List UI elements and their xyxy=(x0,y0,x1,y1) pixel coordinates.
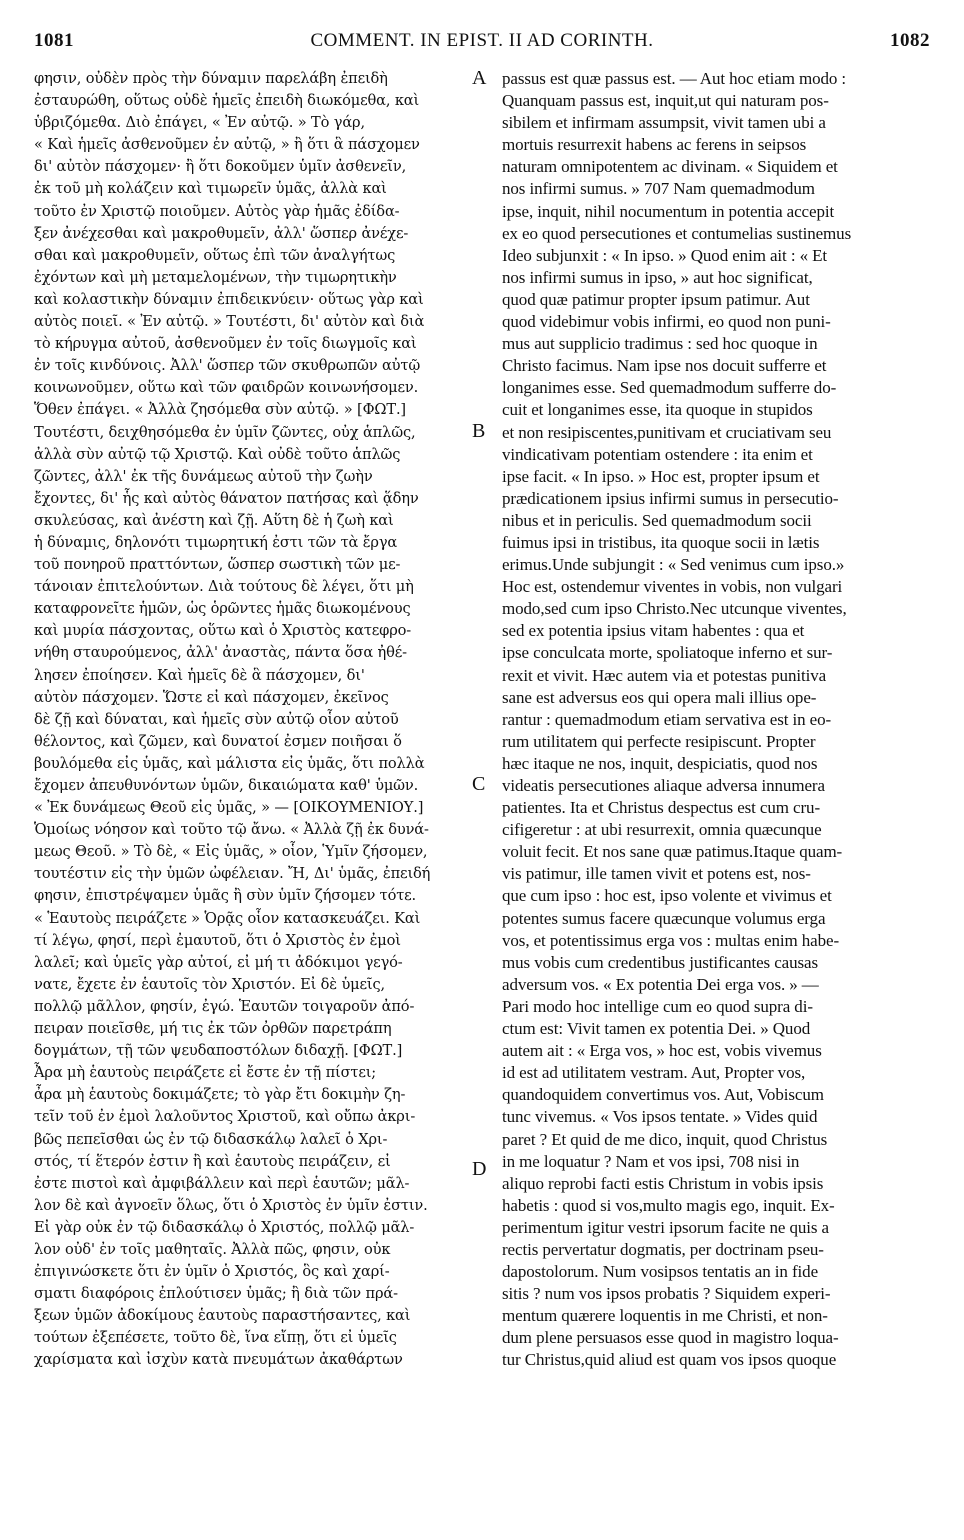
greek-text-line: καὶ κολαστικὴν δύναμιν ἐπιδεικνύειν· οὕτως γὰρ καὶ xyxy=(34,290,424,308)
latin-text-line: rum utilitatem qui perfecte resipiscunt. Propter xyxy=(502,731,816,751)
latin-text-line: prædicationem ipsius infirmi sumus in persecutio- xyxy=(502,488,839,508)
greek-text-line: « Καὶ ἡμεῖς ἀσθενοῦμεν ἐν αὐτῷ, » ἢ ὅτι ἃ πάσχομεν xyxy=(34,136,420,154)
greek-text-line: κοινωνοῦμεν, οὕτω καὶ τῶν φαιδρῶν κοινωνήσομεν. xyxy=(34,379,419,397)
greek-text-line: μεως Θεοῦ. » Τὸ δὲ, « Εἰς ὑμᾶς, » οἷον, Ὑμῖν ζήσομεν, xyxy=(34,843,428,861)
greek-text-line: ἐν τοῖς κινδύνοις. Ἀλλ' ὥσπερ τῶν σκυθρωπῶν αὐτῷ xyxy=(34,357,421,375)
running-head xyxy=(34,30,930,60)
greek-text-line: βουλόμεθα εἰς ὑμᾶς, καὶ μάλιστα εἰς ὑμᾶς, ὅτι πολλὰ xyxy=(34,754,425,772)
greek-text-line: δὲ ζῇ καὶ δύναται, καὶ ἡμεῖς σὺν αὐτῷ οἷον αὐτοῦ xyxy=(34,710,399,728)
greek-text-line: καὶ μυρία πάσχοντας, οὕτω καὶ ὁ Χριστὸς κατεφρο- xyxy=(34,622,412,640)
greek-text-line: δογμάτων, τῇ τῶν ψευδαποστόλων διδαχῇ. [ΦΩΤ.] xyxy=(34,1042,403,1060)
latin-text-line: paret ? Et quid de me dico, inquit, quod Christus xyxy=(502,1129,828,1149)
latin-text-line: ctum est: Vivit tamen ex potentia Dei. » Quod xyxy=(502,1019,811,1039)
latin-text-line: mus vobis cum credentibus justificantes causas xyxy=(502,952,818,972)
latin-text-line: sibilem et infirmam assumpsit, vivit tamen ubi a xyxy=(502,113,826,133)
greek-text-line: τοῦτο ἐν Χριστῷ ποιοῦμεν. Αὐτὸς γὰρ ἡμᾶς ἐδίδα- xyxy=(34,202,400,220)
latin-text-line: Christo facimus. Nam ipse nos docuit sufferre et xyxy=(502,356,827,376)
latin-text-line: naturam omnipotentem ac divinam. « Siquidem et xyxy=(502,157,838,177)
greek-column xyxy=(34,68,488,1372)
greek-text-line: βῶς πεπεῖσθαι ὡς ἐν τῷ διδασκάλῳ λαλεῖ ὁ Χρι- xyxy=(34,1130,388,1148)
greek-text-line: σματι διαφόροις ἐπλούτισεν ὑμᾶς; ἢ διὰ τῶν πρά- xyxy=(34,1285,398,1303)
greek-text-line: « Ἑαυτοὺς πειράζετε » Ὁρᾷς οἷον κατασκευάζει. Καὶ xyxy=(34,909,421,927)
greek-text-line: φησιν, ἐπιστρέψαμεν ὑμᾶς ἢ σὺν ὑμῖν ζήσομεν τότε. xyxy=(34,887,417,905)
greek-text-line: ὑβριζόμεθα. Διὸ ἐπάγει, « Ἐν αὐτῷ. » Τὸ γάρ, xyxy=(34,114,365,132)
greek-text-line: ἔχομεν ἀπευθυνόντων ὑμῶν, δικαιώματα καθ' ὑμῶν. xyxy=(34,777,419,794)
greek-text-line: λησεν ἐποίησεν. Καὶ ἡμεῖς δὲ ἃ πάσχομεν, δι' xyxy=(34,666,365,684)
greek-text-line: νατε, ἔχετε ἐν ἑαυτοῖς τὸν Χριστόν. Εἰ δὲ ὑμεῖς, xyxy=(34,975,385,993)
latin-text-line: ex eo quod persecutiones et contumelias sustinemus xyxy=(502,223,852,243)
greek-text-line: ἐστε πιστοὶ καὶ ἀμφιβάλλειν καὶ περὶ ἑαυτῶν; μᾶλ- xyxy=(34,1174,410,1192)
greek-text-line: ἐπιγινώσκετε ὅτι ἐν ὑμῖν ὁ Χριστός, ὃς καὶ χαρί- xyxy=(34,1263,390,1281)
greek-text-line: ἡ δύναμις, δηλονότι τιμωρητική ἐστι τῶν τὰ ἔργα xyxy=(34,533,398,551)
greek-text-line: τεῖν τοῦ ἐν ἐμοὶ λαλοῦντος Χριστοῦ, καὶ οὔπω ἀκρι- xyxy=(34,1108,416,1126)
greek-text-line: τί λέγω, φησί, περὶ ἐμαυτοῦ, ὅτι ὁ Χριστὸς ἐν ἐμοὶ xyxy=(34,931,401,949)
latin-text-line: modo,sed cum ipso Christo.Nec utcunque viventes, xyxy=(502,599,847,619)
latin-text-line: adversum vos. « Ex potentia Dei erga vos. » — xyxy=(502,974,819,994)
greek-text-line: ἆρα μὴ ἑαυτοὺς δοκιμάζετε; τὸ γὰρ ἔτι δοκιμὴν ζη- xyxy=(34,1086,406,1104)
latin-text-line: que cum ipso : hoc est, ipso volente et vivimus et xyxy=(502,886,832,906)
latin-text-line: Ideo subjunxit : « In ipso. » Quod enim ait : « Et xyxy=(502,245,828,265)
latin-text-line: rantur : quemadmodum etiam servativa est in eo- xyxy=(502,709,832,729)
greek-text-line: Τουτέστι, δειχθησόμεθα ἐν ὑμῖν ζῶντες, οὐχ ἁπλῶς, xyxy=(34,423,416,441)
latin-text-line: voluit fecit. Et nos sane quæ patimus.Itaque quam- xyxy=(502,842,843,862)
latin-text-line: Quanquam passus est, inquit,ut qui naturam pos- xyxy=(502,91,829,111)
greek-text-line: λον οὐδ' ἐν τοῖς μαθηταῖς. Ἀλλὰ πῶς, φησιν, οὐκ xyxy=(34,1240,391,1258)
greek-text-line: λαλεῖ; καὶ ὑμεῖς γὰρ αὐτοί, εἰ μή τι ἀδόκιμοι γεγό- xyxy=(34,953,403,971)
greek-text-line: λον δὲ καὶ ἀγνοεῖν ὅλως, ὅτι ὁ Χριστὸς ἐν ὑμῖν ἐστιν. xyxy=(34,1196,428,1214)
latin-text-line: cifigeretur : at ubi resurrexit, omnia quæcunque xyxy=(502,820,822,840)
latin-text-line: rectis pervertatur dogmatis, per doctrinam pseu- xyxy=(502,1239,824,1259)
latin-text-line: quod quæ patimur propter ipsum patimur. Aut xyxy=(502,289,810,309)
greek-text-line: ξεων ὑμῶν ἀδοκίμους ἑαυτοὺς παραστήσαντες, καὶ xyxy=(34,1307,411,1325)
latin-text-line: id est ad utilitatem vestram. Aut, Propter vos, xyxy=(502,1063,806,1083)
page-number-right: 1082 xyxy=(890,30,930,51)
latin-text-line: sed ex potentia ipsius vitam habentes : qua et xyxy=(502,621,805,641)
greek-text-line: τουτέστιν εἰς τὴν ὑμῶν ὠφέλειαν. Ἤ, Δι' ὑμᾶς, ἐπειδή xyxy=(34,865,431,883)
latin-text-line: ipse facit. « In ipso. » Hoc est, propter ipsum et xyxy=(502,466,820,486)
latin-text-line: nibus et in periculis. Sed quemadmodum socii xyxy=(502,510,812,530)
greek-text-line: Εἰ γὰρ οὐκ ἐν τῷ διδασκάλῳ ὁ Χριστός, πολλῷ μᾶλ- xyxy=(34,1218,415,1236)
greek-text-line: « Ἐκ δυνάμεως Θεοῦ εἰς ὑμᾶς, » — [ΟΙΚΟΥΜΕΝΙΟΥ.] xyxy=(34,799,424,817)
latin-text-line: hæc itaque ne nos, inquit, despiciatis, quod nos xyxy=(502,753,818,773)
latin-text-line: aliquo reprobi facti estis Christum in vobis ipsis xyxy=(502,1173,824,1193)
latin-text-line: ipse, inquit, nihil nocumentum in potentia accepit xyxy=(502,201,835,221)
greek-text-line: ἐχόντων καὶ μὴ μεταμελομένων, τὴν τιμωρητικὴν xyxy=(34,268,397,286)
greek-text-line: νήθη σταυρούμενος, ἀλλ' ἀναστὰς, πάντα ὅσα ἠθέ- xyxy=(34,644,407,662)
greek-text-line: ἐσταυρώθη, οὕτως οὐδὲ ἡμεῖς ἐπειδὴ διωκόμεθα, καὶ xyxy=(34,92,420,110)
latin-text-line: erimus.Unde subjungit : « Sed venimus cum ipso.» xyxy=(502,555,845,575)
section-marker-c: C xyxy=(472,773,486,795)
section-marker-b: B xyxy=(472,420,486,442)
latin-text-line: fuimus ipsi in tristibus, ita quoque socii in lætis xyxy=(502,532,820,552)
latin-text-line: mus aut supplicio tradimus : sed hoc quoque in xyxy=(502,334,818,354)
greek-text-line: δι' αὐτὸν πάσχομεν· ἢ ὅτι δοκοῦμεν ὑμῖν ἀσθενεῖν, xyxy=(34,158,407,176)
latin-text-line: videatis persecutiones aliaque adversa innumera xyxy=(502,776,825,795)
latin-text-line: vis patimur, ille tamen vivit et potens est, nos- xyxy=(502,864,811,884)
greek-text-line: στός, τί ἕτερόν ἐστιν ἢ καὶ ἑαυτοὺς πειράζειν, εἰ xyxy=(34,1152,391,1170)
latin-text-line: mortuis resurrexit habens ac ferens in seipsos xyxy=(502,135,807,155)
latin-text-line: longanimes esse. Sed quemadmodum sufferre do- xyxy=(502,378,837,398)
greek-text-line: ζῶντες, ἀλλ' ἐκ τῆς δυνάμεως αὐτοῦ τὴν ζωὴν xyxy=(34,467,373,485)
latin-text-line: passus est quæ passus est. — Aut hoc etiam modo : xyxy=(502,69,847,88)
greek-text-line: τὸ κήρυγμα αὐτοῦ, ἀσθενοῦμεν ἐν τοῖς διωγμοῖς καὶ xyxy=(34,335,417,353)
section-marker-a: A xyxy=(472,67,487,89)
section-marker-d: D xyxy=(472,1158,487,1180)
latin-text-line: mentum quærere loquentis in me Christi, et non- xyxy=(502,1306,828,1326)
latin-text-line: rexit et vivit. Hæc autem via et potestas punitiva xyxy=(502,665,827,685)
greek-text-line: χαρίσματα καὶ ἰσχὺν κατὰ πνευμάτων ἀκαθάρτων xyxy=(34,1351,403,1369)
latin-column xyxy=(502,68,932,1372)
latin-text-line: nos infirmi sumus. » 707 Nam quemadmodum xyxy=(502,179,815,199)
greek-text-line: πολλῷ μᾶλλον, φησίν, ἐγώ. Ἑαυτῶν τοιγαροῦν ἀπό- xyxy=(34,997,415,1015)
greek-text-line: πειραν ποιεῖσθε, μή τις ἐκ τῶν ὀρθῶν παρετράπη xyxy=(34,1020,392,1038)
latin-text-line: Hoc est, ostendemur viventes in vobis, non vulgari xyxy=(502,577,843,597)
latin-text-line: potentes sumus facere quæcunque volumus erga xyxy=(502,908,826,928)
latin-text-line: patientes. Ita et Christus despectus est cum cru- xyxy=(502,798,821,818)
latin-text-line: et non resipiscentes,punitivam et cruciativam seu xyxy=(502,422,832,442)
latin-text-line: cuit et longanimes esse, ita quoque in stupidos xyxy=(502,400,813,420)
latin-text-line: ipse conculcata morte, spoliatoque inferno et sur- xyxy=(502,643,833,663)
greek-text-line: αὐτὸν πάσχομεν. Ὥστε εἰ καὶ πάσχομεν, ἐκεῖνος xyxy=(34,688,389,706)
greek-text-line: σθαι καὶ μακροθυμεῖν, οὕτως ἐπὶ τῶν ἀναλγήτως xyxy=(34,246,396,264)
latin-text-line: dum plene persuasos esse quod in magistro loqua- xyxy=(502,1328,839,1348)
latin-text-line: vindicativam potentiam ostendere : ita enim et xyxy=(502,444,813,464)
page-number-left: 1081 xyxy=(34,30,74,51)
greek-text-line: ἐκ τοῦ μὴ κολάζειν καὶ τιμωρεῖν ὑμᾶς, ἀλλὰ καὶ xyxy=(34,180,387,198)
latin-text-line: in me loquatur ? Nam et vos ipsi, 708 nisi in xyxy=(502,1151,800,1171)
latin-text-line: sane est adversus eos qui opera mali illius ope- xyxy=(502,687,817,707)
greek-text-line: Ὅθεν ἐπάγει. « Ἀλλὰ ζησόμεθα σὺν αὐτῷ. » [ΦΩΤ.] xyxy=(34,401,406,419)
latin-text-line: quandoquidem convertimus vos. Aut, Vobiscum xyxy=(502,1085,824,1105)
greek-text-line: ἔχοντες, δι' ἧς καὶ αὐτὸς θάνατον πατήσας καὶ ᾅδην xyxy=(34,489,419,507)
greek-text-line: τάνοιαν ἐπιτελούντων. Διὰ τούτους δὲ λέγει, ὅτι μὴ xyxy=(34,578,414,596)
greek-text-line: ξεν ἀνέχεσθαι καὶ μακροθυμεῖν, ἀλλ' ὥσπερ ἀνέχε- xyxy=(34,224,409,242)
greek-text-line: τούτων ἐξεπέσετε, τοῦτο δὲ, ἵνα εἴπῃ, ὅτι εἰ ὑμεῖς xyxy=(34,1329,397,1347)
running-title: COMMENT. IN EPIST. II AD CORINTH. xyxy=(310,30,654,51)
latin-text-line: dapostolorum. Num vosipsos tentatis an in fide xyxy=(502,1262,819,1282)
greek-text-line: αὐτὸς ποιεῖ. « Ἐν αὐτῷ. » Τουτέστι, δι' αὐτὸν καὶ διὰ xyxy=(34,313,425,331)
greek-text-line: ἀλλὰ σὺν αὐτῷ τῷ Χριστῷ. Καὶ οὐδὲ τοῦτο ἁπλῶς xyxy=(34,445,401,463)
latin-text-line: Pari modo hoc intellige cum eo quod supra di- xyxy=(502,996,813,1016)
latin-text-line: vos, et potentissimus erga vos : multas enim habe- xyxy=(502,930,840,950)
latin-text-line: autem ait : « Erga vos, » hoc est, vobis vivemus xyxy=(502,1041,822,1061)
greek-text-line: Ἆρα μὴ ἑαυτοὺς πειράζετε εἰ ἔστε ἐν τῇ πίστει; xyxy=(34,1064,377,1082)
latin-text-line: habetis : quod si vos,multo magis ego, inquit. Ex- xyxy=(502,1195,835,1215)
latin-text-line: perimentum igitur vestri ipsorum facite ne quis a xyxy=(502,1217,829,1237)
greek-text-line: καταφρονεῖτε ἡμῶν, ὡς ὁρῶντες ἡμᾶς διωκομένους xyxy=(34,600,411,618)
greek-text-line: σκυλεύσας, καὶ ἀνέστη καὶ ζῇ. Αὕτη δὲ ἡ ζωὴ καὶ xyxy=(34,511,394,529)
latin-text-line: tur Christus,quid aliud est quam vos ipsos quoque xyxy=(502,1350,837,1370)
latin-text-line: tunc vivemus. « Vos ipsos tentate. » Vides quid xyxy=(502,1107,818,1127)
greek-text-line: θέλοντος, καὶ ζῶμεν, καὶ δυνατοί ἐσμεν ποιῆσαι ὅ xyxy=(34,732,402,750)
latin-text-line: sitis ? num vos ipsos probatis ? Siquidem experi- xyxy=(502,1284,831,1304)
greek-text-line: φησιν, οὐδὲν πρὸς τὴν δύναμιν παρελάβη ἐπειδὴ xyxy=(34,70,388,87)
latin-text-line: quod videbimur vobis infirmi, eo quod non puni- xyxy=(502,312,831,332)
greek-text-line: Ὁμοίως νόησον καὶ τοῦτο τῷ ἄνω. « Ἀλλὰ ζῇ ἐκ δυνά- xyxy=(34,821,429,839)
latin-text-line: nos infirmi sumus in ipso, » aut hoc significat, xyxy=(502,267,813,287)
greek-text-line: τοῦ πονηροῦ πραττόντων, ὥσπερ σωστικὴ τῶν με- xyxy=(34,556,401,574)
